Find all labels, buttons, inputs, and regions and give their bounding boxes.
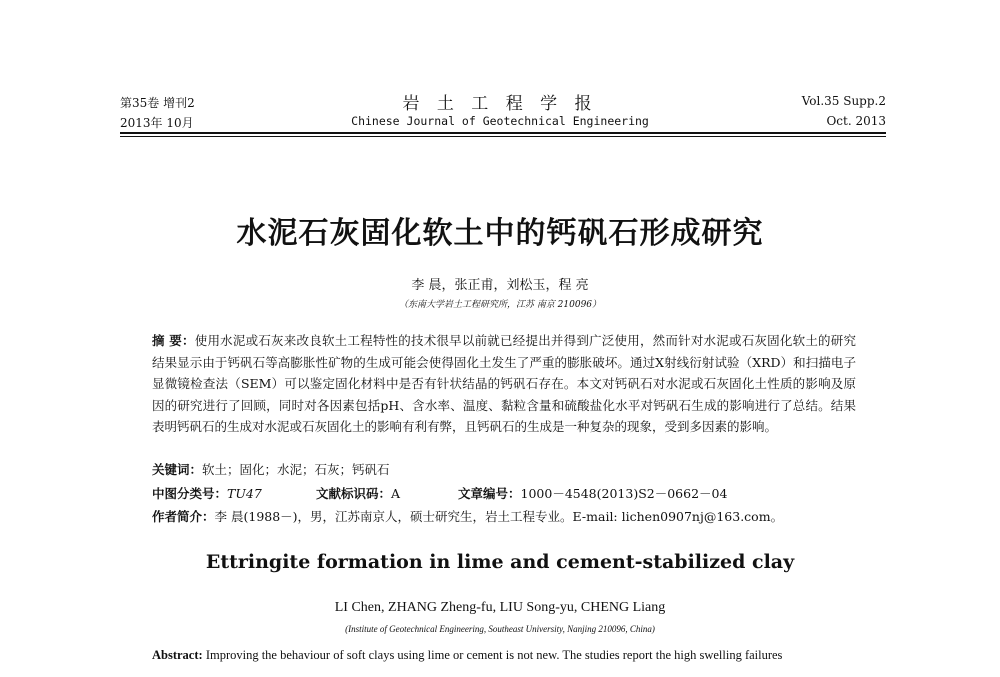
keywords-label: 关键词： — [152, 462, 203, 477]
abstract-en — [152, 648, 782, 663]
article-label: 文章编号： — [458, 486, 521, 501]
paper-title-cn: 水泥石灰固化软土中的钙矾石形成研究 — [236, 216, 764, 251]
clc-value: TU47 — [227, 486, 262, 501]
article-value: 1000－4548(2013)S2－0662－04 — [520, 486, 728, 501]
header-rule-thick — [120, 132, 886, 134]
author-bio-label: 作者简介： — [152, 509, 215, 524]
abstract-cn-text: 使用水泥或石灰来改良软土工程特性的技术很早以前就已经提出并得到广泛使用，然而针对水泥或石灰固化软土的研究结果显示由于钙矾石等高膨胀性矿物的生成可能会使得固化土发生了严重的膨胀破坏。通过X射线衍射试验（XRD）和扫描电子显微镜检查法（SEM）可以鉴定固化材料中是否有针状结晶的钙矾石存在。本文对钙矾石对水泥或石灰固化土性质的影响及原因的研究进行了回顾，同时对各因素包括pH、含水率、温度、黏粒含量和硫酸盐化水平对钙矾石生成的影响进行了总结。结果表明钙矾石的生成对水泥或石灰固化土的影响有利有弊，且钙矾石的生成是一种复杂的现象，受到多因素的影响。 — [152, 333, 856, 434]
affiliation-cn: （东南大学岩土工程研究所，江苏 南京 210096） — [398, 300, 602, 310]
clc-number — [152, 484, 262, 502]
abstract-en-text: Improving the behaviour of soft clays using lime or cement is not new. The studies report the high swelling failures — [205, 648, 783, 662]
author-bio-text: 李 晨(1988－)，男，江苏南京人，硕士研究生，岩土工程专业。E-mail: lichen0907nj@163.com。 — [214, 509, 784, 524]
volume-issue-cn: 第35卷 增刊2 — [120, 96, 195, 110]
journal-title-cn: 岩 土 工 程 学 报 — [402, 94, 598, 114]
paper-title-en: Ettringite formation in lime and cement-stabilized clay — [205, 551, 795, 573]
clc-label: 中图分类号： — [152, 486, 228, 501]
journal-title-en: Chinese Journal of Geotechnical Engineering — [351, 114, 649, 128]
date-en: Oct. 2013 — [826, 114, 886, 128]
authors-cn: 李 晨，张正甫，刘松玉，程 亮 — [411, 278, 589, 293]
volume-issue-en: Vol.35 Supp.2 — [801, 94, 886, 108]
doc-label: 文献标识码： — [316, 486, 392, 501]
document-code — [316, 484, 400, 502]
abstract-en-label: Abstract: — [152, 648, 203, 662]
keywords-text: 软土；固化；水泥；石灰；钙矾石 — [202, 462, 390, 477]
doc-value: A — [391, 486, 401, 501]
affiliation-en: (Institute of Geotechnical Engineering, Southeast University, Nanjing 210096, China) — [345, 624, 655, 634]
authors-en: LI Chen, ZHANG Zheng-fu, LIU Song-yu, CHENG Liang — [334, 600, 666, 615]
date-cn: 2013年 10月 — [120, 116, 194, 130]
abstract-cn — [152, 330, 856, 438]
keywords-cn — [152, 460, 390, 478]
header-rule-thin — [120, 136, 886, 137]
author-bio — [152, 507, 783, 525]
abstract-cn-label: 摘 要： — [152, 333, 195, 348]
article-number — [458, 484, 727, 502]
